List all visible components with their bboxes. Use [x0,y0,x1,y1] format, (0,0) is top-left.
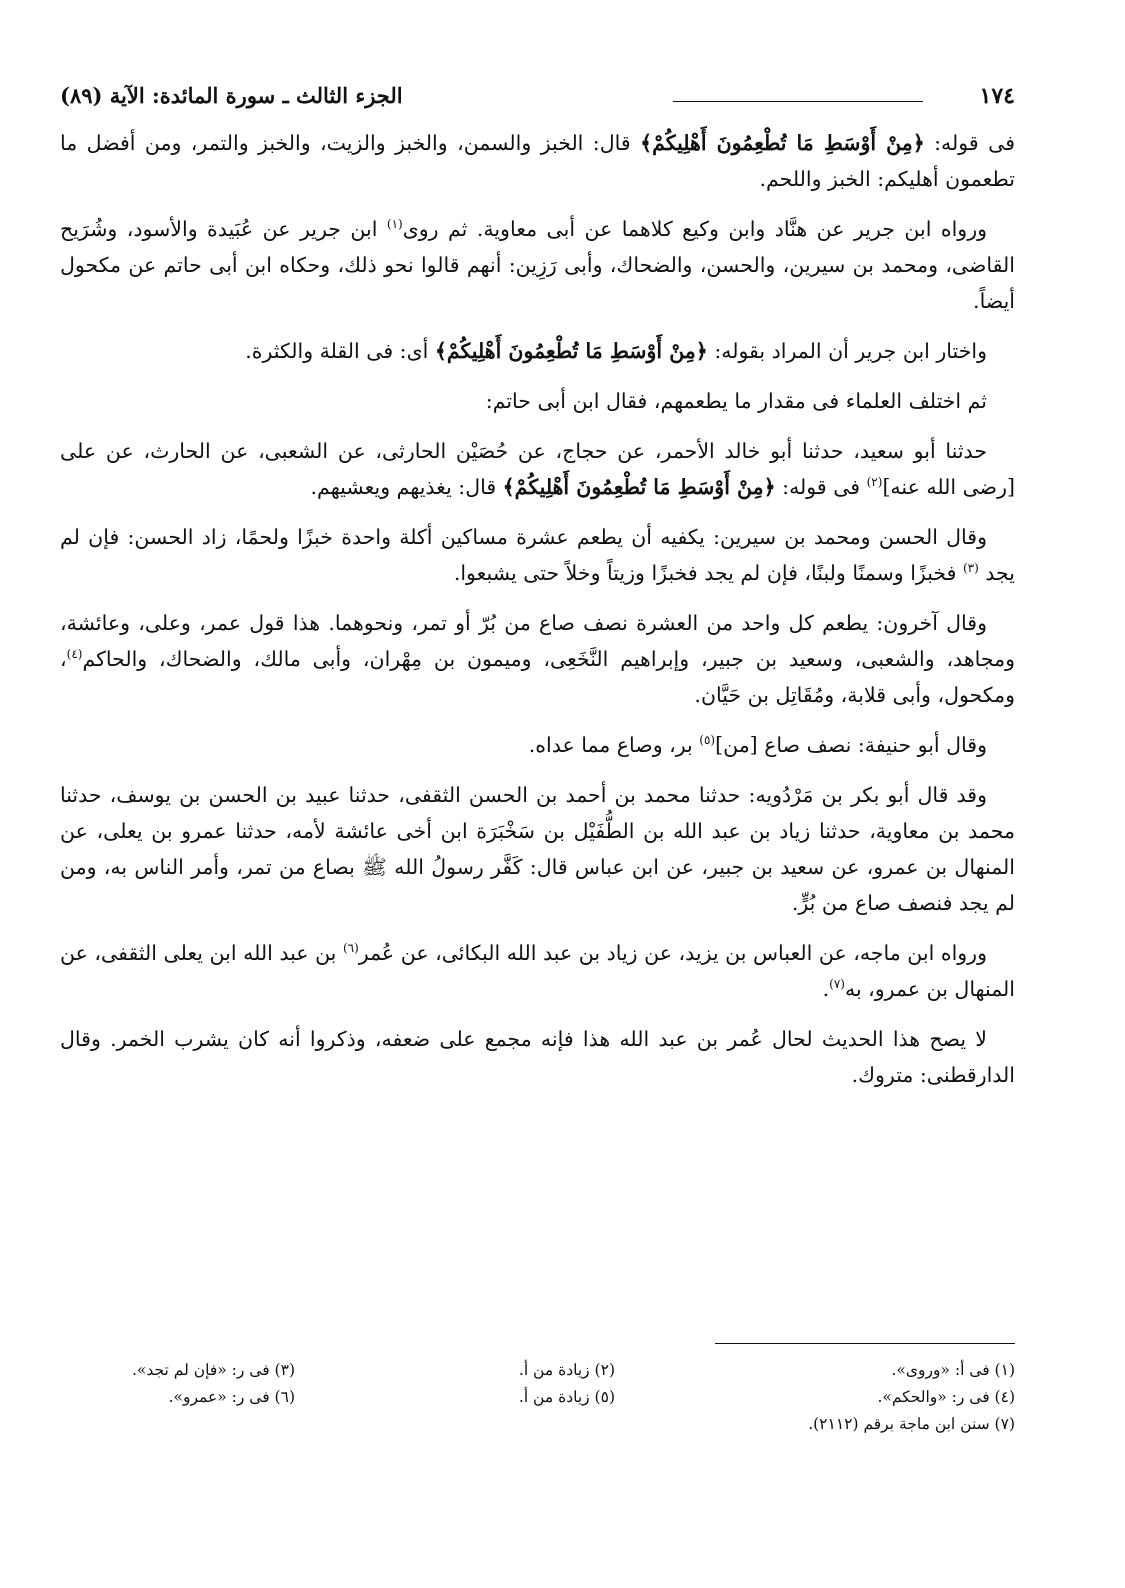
footnote-ref: (٣) [962,561,979,576]
paragraph [60,333,1015,369]
paragraph [60,935,1015,1007]
text-run: وقد قال أبو بكر بن مَرْدُويه: حدثنا محمد بن أحمد بن الحسن الثقفى، حدثنا عبيد بن الحسن بن يوسف، حدثنا محمد بن معاوية، حدثنا زياد بن عبد الله بن الطُّفَيْل بن سَخْبَرَة ابن أخى عائشة لأمه، حدثنا عمرو بن يعلى، عن المنهال بن عمرو، عن سعيد بن جبير، عن ابن عباس قال: كَفَّر رسولُ الله ﷺ بصاع من تمر، وأمر الناس به، ومن لم يجد فنصف صاع من بُرٍّ. [60,783,1015,915]
footnote-3: (٣) فى ر: «فإن لم تجد». [131,1361,295,1379]
paragraph [60,125,1015,197]
page-number: ١٧٤ [979,83,1015,109]
text-run: ورواه ابن ماجه، عن العباس بن يزيد، عن زياد بن عبد الله البكائى، عن عُمر [358,941,987,965]
footnote-ref: (٥) [699,733,716,748]
paragraph [60,211,1015,319]
footnote-ref: (٤) [66,647,83,662]
paragraph [60,777,1015,921]
text-run: ثم اختلف العلماء فى مقدار ما يطعمهم، فقال ابن أبى حاتم: [485,389,987,413]
text-run: بن عبد الله ابن يعلى الثقفى، عن المنهال بن عمرو، به [60,941,1015,1001]
body-text [60,125,1015,1107]
footnote-ref: (٢) [866,475,883,490]
footnote-ref: (١) [386,217,403,232]
footnote-5: (٥) زيادة من أ. [518,1388,615,1406]
text-run: وقال أبو حنيفة: نصف صاع [من] [715,733,987,757]
text-run: فى قوله: [775,475,867,499]
text-run: وقال آخرون: يطعم كل واحد من العشرة نصف صاع من بُرّ أو تمر، ونحوهما. هذا قول عمر، وعلى، وعائشة، ومجاهد، والشعبى، وسعيد بن جبير، وإبراهيم النَّخَعِى، وميمون بن مِهْران، وأبى مالك، والضحاك، والحاكم [60,611,1015,671]
footnote-row [60,1411,1015,1438]
running-header [60,75,1015,117]
text-run: فى قوله: [924,131,1015,155]
text-run: قال: الخبز والسمن، والخبز والزيت، والخبز والتمر، ومن أفضل ما تطعمون أهليكم: الخبز واللحم. [60,131,1015,191]
quran-quote: ﴿مِنْ أَوْسَطِ مَا تُطْعِمُونَ أَهْلِيكُمْ﴾ [640,131,925,155]
text-run: . [822,977,830,1001]
text-run: لا يصح هذا الحديث لحال عُمر بن عبد الله هذا فإنه مجمع على ضعفه، وذكروا أنه كان يشرب الخمر. وقال الدارقطنى: متروك. [60,1027,1015,1087]
footnote-4: (٤) فى ر: «والحكم». [877,1388,1015,1406]
paragraph [60,433,1015,505]
footnote-ref: (٦) [342,941,359,956]
paragraph [60,519,1015,591]
page [60,75,1015,1525]
footnotes [60,1357,1015,1438]
footnote-6: (٦) فى ر: «عمرو». [168,1388,295,1406]
text-run: واختار ابن جرير أن المراد بقوله: [707,339,987,363]
paragraph [60,1021,1015,1093]
quran-quote: ﴿مِنْ أَوْسَطِ مَا تُطْعِمُونَ أَهْلِيكُمْ﴾ [434,339,708,363]
text-run: ، ومكحول، وأبى قلابة، ومُقَاتِل بن حَيَّان. [60,647,1015,707]
text-run: بر، وصاع مما عداه. [528,733,700,757]
text-run: ورواه ابن جرير عن هنَّاد وابن وكيع كلاهما عن أبى معاوية. ثم روى [402,217,988,241]
text-run: أى: فى القلة والكثرة. [245,339,435,363]
paragraph [60,727,1015,763]
header-rule [673,101,923,102]
text-run: فخبزًا وسمنًا ولبنًا، فإن لم يجد فخبزًا وزيتاً وخلاً حتى يشبعوا. [453,561,963,585]
text-run: ابن جرير عن عُبَيدة والأسود، وشُرَيح القاضى، ومحمد بن سيرين، والحسن، والضحاك، وأبى رَزِين: أنهم قالوا نحو ذلك، وحكاه ابن أبى حاتم عن مكحول أيضاً. [60,217,1015,313]
header-title: الجزء الثالث ـ سورة المائدة: الآية (٨٩) [60,83,403,108]
footnote-row [60,1384,1015,1411]
text-run: وقال الحسن ومحمد بن سيرين: يكفيه أن يطعم عشرة مساكين أكلة واحدة خبزًا ولحمًا، زاد الحسن: فإن لم يجد [60,525,1015,585]
footnote-1: (١) فى أ: «وروى». [891,1361,1015,1379]
text-run: حدثنا أبو سعيد، حدثنا أبو خالد الأحمر، عن حجاج، عن حُصَيْن الحارثى، عن الشعبى، عن الحارث، عن على [رضى الله عنه] [60,439,1015,499]
footnote-row [60,1357,1015,1384]
footnote-7: (٧) سنن ابن ماجة برقم (٢١١٢). [808,1415,1015,1433]
paragraph [60,383,1015,419]
footnote-2: (٢) زيادة من أ. [518,1361,615,1379]
text-run: قال: يغذيهم ويعشيهم. [310,475,503,499]
footnote-rule [715,1343,1015,1344]
quran-quote: ﴿مِنْ أَوْسَطِ مَا تُطْعِمُونَ أَهْلِيكُمْ﴾ [502,475,776,499]
footnote-ref: (٧) [829,977,845,992]
paragraph [60,605,1015,713]
